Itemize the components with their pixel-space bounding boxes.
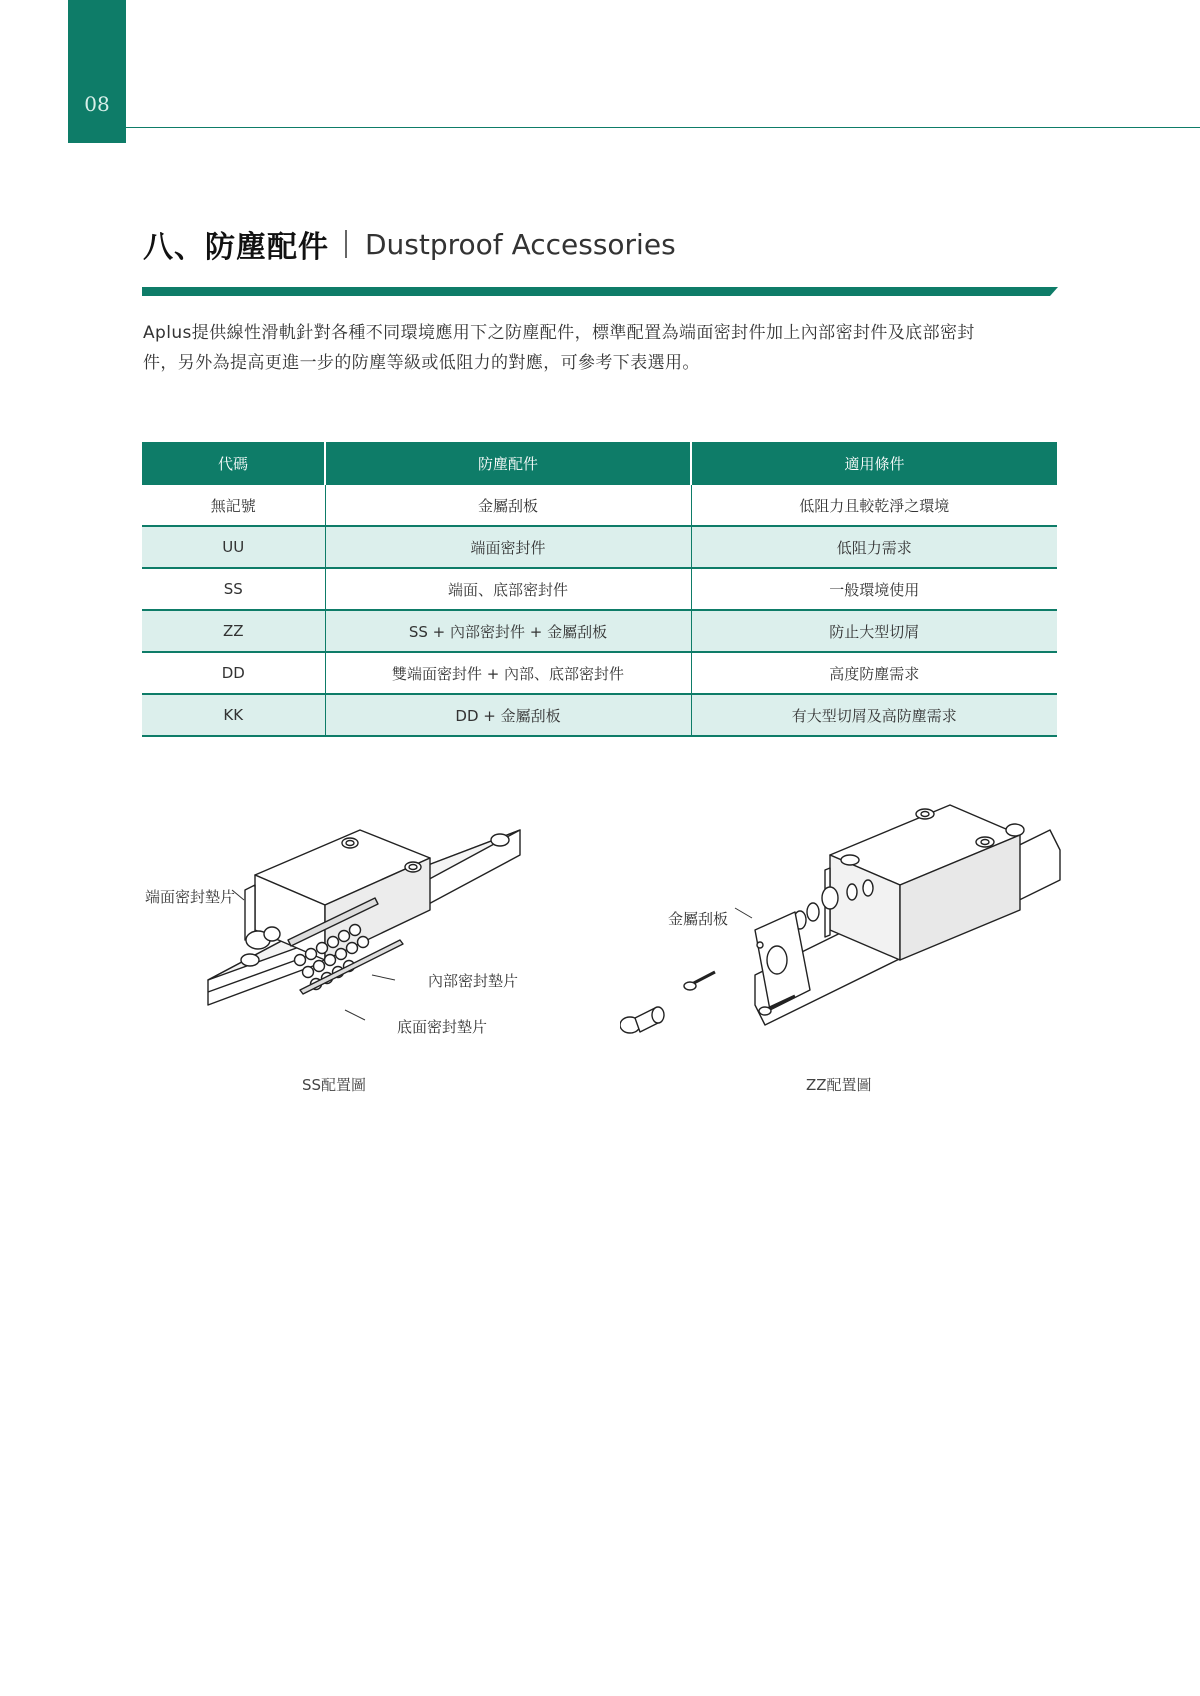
table-row: [142, 526, 1057, 568]
intro-line-2: 件，另外為提高更進一步的防塵等級或低阻力的對應，可參考下表選用。: [143, 353, 700, 373]
header-rule: [126, 127, 1200, 128]
cell-accessory: DD + 金屬刮板: [325, 694, 691, 736]
table-row: [142, 485, 1057, 527]
title-underline-bar: [142, 287, 1058, 296]
cell-condition: 一般環境使用: [691, 568, 1057, 610]
section-title-en: Dustproof Accessories: [365, 227, 676, 261]
zz-configuration-diagram: [620, 800, 1070, 1060]
intro-line-1: Aplus提供線性滑軌針對各種不同環境應用下之防塵配件，標準配置為端面密封件加上內部密封件及底部密封: [143, 323, 975, 343]
cell-condition: 低阻力且較乾淨之環境: [691, 485, 1057, 527]
cell-code: DD: [142, 652, 325, 694]
header-condition: 適用條件: [691, 442, 1057, 485]
header-code: 代碼: [142, 442, 325, 485]
cell-accessory: 金屬刮板: [325, 485, 691, 527]
cell-code: ZZ: [142, 610, 325, 652]
cell-accessory: SS + 內部密封件 + 金屬刮板: [325, 610, 691, 652]
section-title: [143, 222, 676, 266]
table-header-row: [142, 442, 1057, 485]
cell-accessory: 端面、底部密封件: [325, 568, 691, 610]
zz-figure-caption: ZZ配置圖: [806, 1076, 872, 1094]
cell-code: SS: [142, 568, 325, 610]
cell-condition: 防止大型切屑: [691, 610, 1057, 652]
section-title-cn: 八、防塵配件: [143, 230, 329, 265]
label-inner-seal: 內部密封墊片: [428, 972, 519, 990]
cell-condition: 有大型切屑及高防塵需求: [691, 694, 1057, 736]
cell-accessory: 端面密封件: [325, 526, 691, 568]
cell-code: KK: [142, 694, 325, 736]
header-accessory: 防塵配件: [325, 442, 691, 485]
cell-code: UU: [142, 526, 325, 568]
label-metal-scraper: 金屬刮板: [668, 910, 729, 928]
ss-figure-caption: SS配置圖: [302, 1076, 367, 1094]
dustproof-table: [142, 442, 1057, 737]
cell-condition: 高度防塵需求: [691, 652, 1057, 694]
cell-code: 無記號: [142, 485, 325, 527]
table-row: [142, 568, 1057, 610]
table-row: [142, 610, 1057, 652]
page-tab: [68, 0, 126, 143]
title-separator: [345, 230, 347, 258]
label-bottom-seal: 底面密封墊片: [397, 1018, 488, 1036]
intro-paragraph: [143, 318, 1063, 378]
page-number: 08: [84, 92, 110, 116]
table-row: [142, 694, 1057, 736]
cell-condition: 低阻力需求: [691, 526, 1057, 568]
ss-configuration-diagram: [200, 810, 530, 1050]
label-end-seal: 端面密封墊片: [145, 888, 236, 906]
table-row: [142, 652, 1057, 694]
cell-accessory: 雙端面密封件 + 內部、底部密封件: [325, 652, 691, 694]
